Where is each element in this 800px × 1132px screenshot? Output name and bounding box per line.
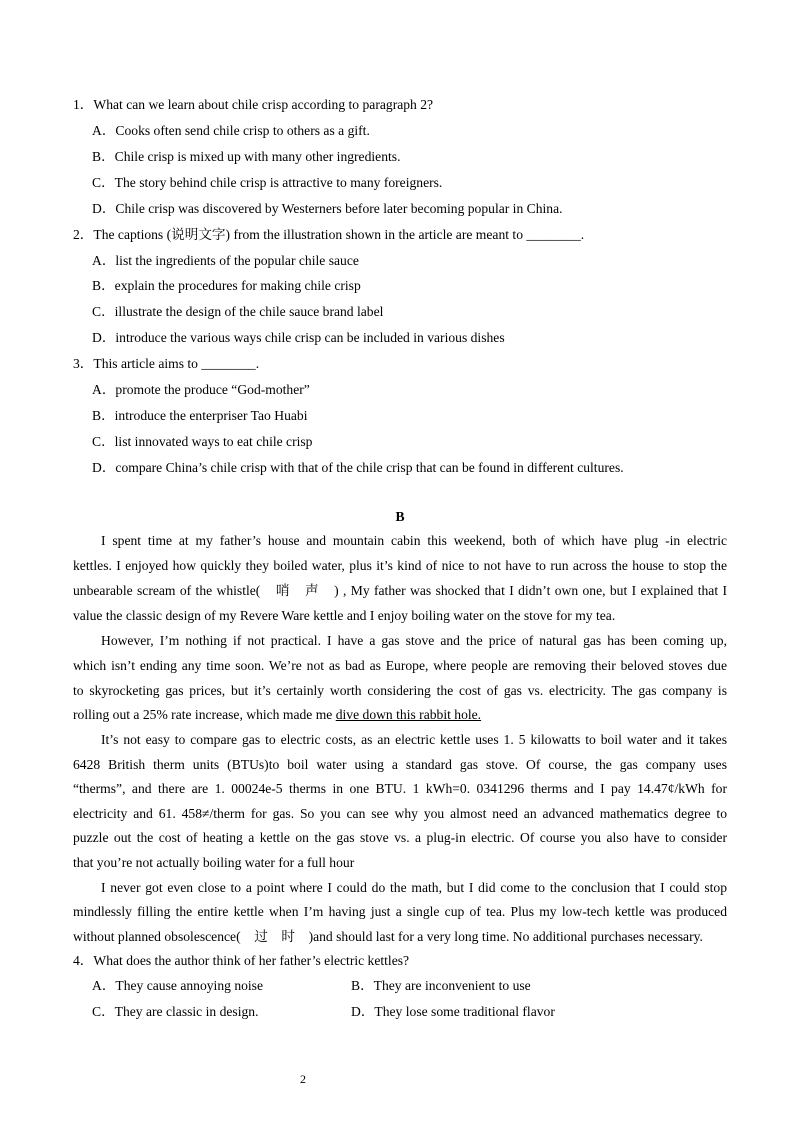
passage-line: puzzle out the cost of heating a kettle on the gas stove vs. a plug-in electric. Of course you also have to consider bbox=[73, 830, 727, 845]
question-4-option-a: A．They cause annoying noise bbox=[92, 978, 264, 993]
question-4-option-c: C．They are classic in design. bbox=[92, 1004, 259, 1019]
passage-line: that you’re not actually boiling water for a full hour bbox=[73, 855, 355, 870]
underlined-phrase: dive down this rabbit hole. bbox=[335, 707, 482, 722]
question-1-stem: 1．What can we learn about chile crisp according to paragraph 2? bbox=[73, 97, 434, 112]
passage-line: unbearable scream of the whistle( 哨 声 ) , My father was shocked that I didn’t own one, but I explained that I bbox=[73, 583, 727, 598]
question-2-option-a: A．list the ingredients of the popular chile sauce bbox=[92, 253, 359, 268]
question-3-option-c: C．list innovated ways to eat chile crisp bbox=[92, 434, 313, 449]
question-4-stem: 4．What does the author think of her father’s electric kettles? bbox=[73, 953, 410, 968]
section-title: B bbox=[395, 509, 405, 524]
passage-line: I never got even close to a point where I could do the math, but I did come to the conclusion that I could stop bbox=[101, 880, 727, 895]
passage-line: without planned obsolescence( 过 时 )and should last for a very long time. No additional purchases necessary. bbox=[73, 929, 703, 944]
question-3-option-b: B．introduce the enterpriser Tao Huabi bbox=[92, 408, 308, 423]
question-2-option-d: D．introduce the various ways chile crisp can be included in various dishes bbox=[92, 330, 505, 345]
question-2-option-b: B．explain the procedures for making chile crisp bbox=[92, 278, 361, 293]
question-3-stem: 3．This article aims to ________. bbox=[73, 356, 260, 371]
passage-line: 6428 British therm units (BTUs)to boil water using a standard gas stove. Of course, the gas company uses bbox=[73, 757, 727, 772]
passage-line: However, I’m nothing if not practical. I have a gas stove and the price of natural gas has been coming up, bbox=[101, 633, 727, 648]
question-1-option-b: B．Chile crisp is mixed up with many other ingredients. bbox=[92, 149, 401, 164]
question-1-option-a: A．Cooks often send chile crisp to others as a gift. bbox=[92, 123, 370, 138]
passage-line: “therms”, and there are 1. 00024e-5 therms in one BTU. 1 kWh=0. 0341296 therms and I pay 14.47¢/kWh for bbox=[73, 781, 727, 796]
passage-line bbox=[73, 706, 481, 724]
passage-line: kettles. I enjoyed how quickly they boiled water, plus it’s kind of nice to not have to run across the house to stop the bbox=[73, 558, 727, 573]
passage-line: mindlessly filling the entire kettle when I’m having just a single cup of tea. Plus my low-tech kettle was produced bbox=[73, 904, 727, 919]
passage-line: It’s not easy to compare gas to electric costs, as an electric kettle uses 1. 5 kilowatts to boil water and it takes bbox=[101, 732, 727, 747]
passage-line: to skyrocketing gas prices, but it’s certainly worth considering the cost of gas vs. electricity. The gas company is bbox=[73, 683, 727, 698]
question-4-option-b: B．They are inconvenient to use bbox=[351, 978, 531, 993]
passage-line: I spent time at my father’s house and mountain cabin this weekend, both of which have plug -in electric bbox=[101, 533, 727, 548]
question-4-option-d: D．They lose some traditional flavor bbox=[351, 1004, 555, 1019]
passage-line: which isn’t ending any time soon. We’re not as bad as Europe, where people are removing their beloved stoves due bbox=[73, 658, 727, 673]
passage-line: electricity and 61. 458≠/therm for gas. So you can see why you almost need an advanced mathematics degree to bbox=[73, 806, 727, 821]
question-3-option-d: D．compare China’s chile crisp with that of the chile crisp that can be found in different cultures. bbox=[92, 460, 624, 475]
passage-line: value the classic design of my Revere Ware kettle and I enjoy boiling water on the stove for my tea. bbox=[73, 608, 616, 623]
question-2-stem: 2．The captions (说明文字) from the illustration shown in the article are meant to ________. bbox=[73, 227, 585, 242]
question-2-option-c: C．illustrate the design of the chile sauce brand label bbox=[92, 304, 384, 319]
question-1-option-d: D．Chile crisp was discovered by Westerners before later becoming popular in China. bbox=[92, 201, 563, 216]
question-1-option-c: C．The story behind chile crisp is attractive to many foreigners. bbox=[92, 175, 443, 190]
passage-line-text: rolling out a 25% rate increase, which made me bbox=[73, 707, 336, 722]
question-3-option-a: A．promote the produce “God-mother” bbox=[92, 382, 310, 397]
page-number: 2 bbox=[300, 1072, 306, 1086]
